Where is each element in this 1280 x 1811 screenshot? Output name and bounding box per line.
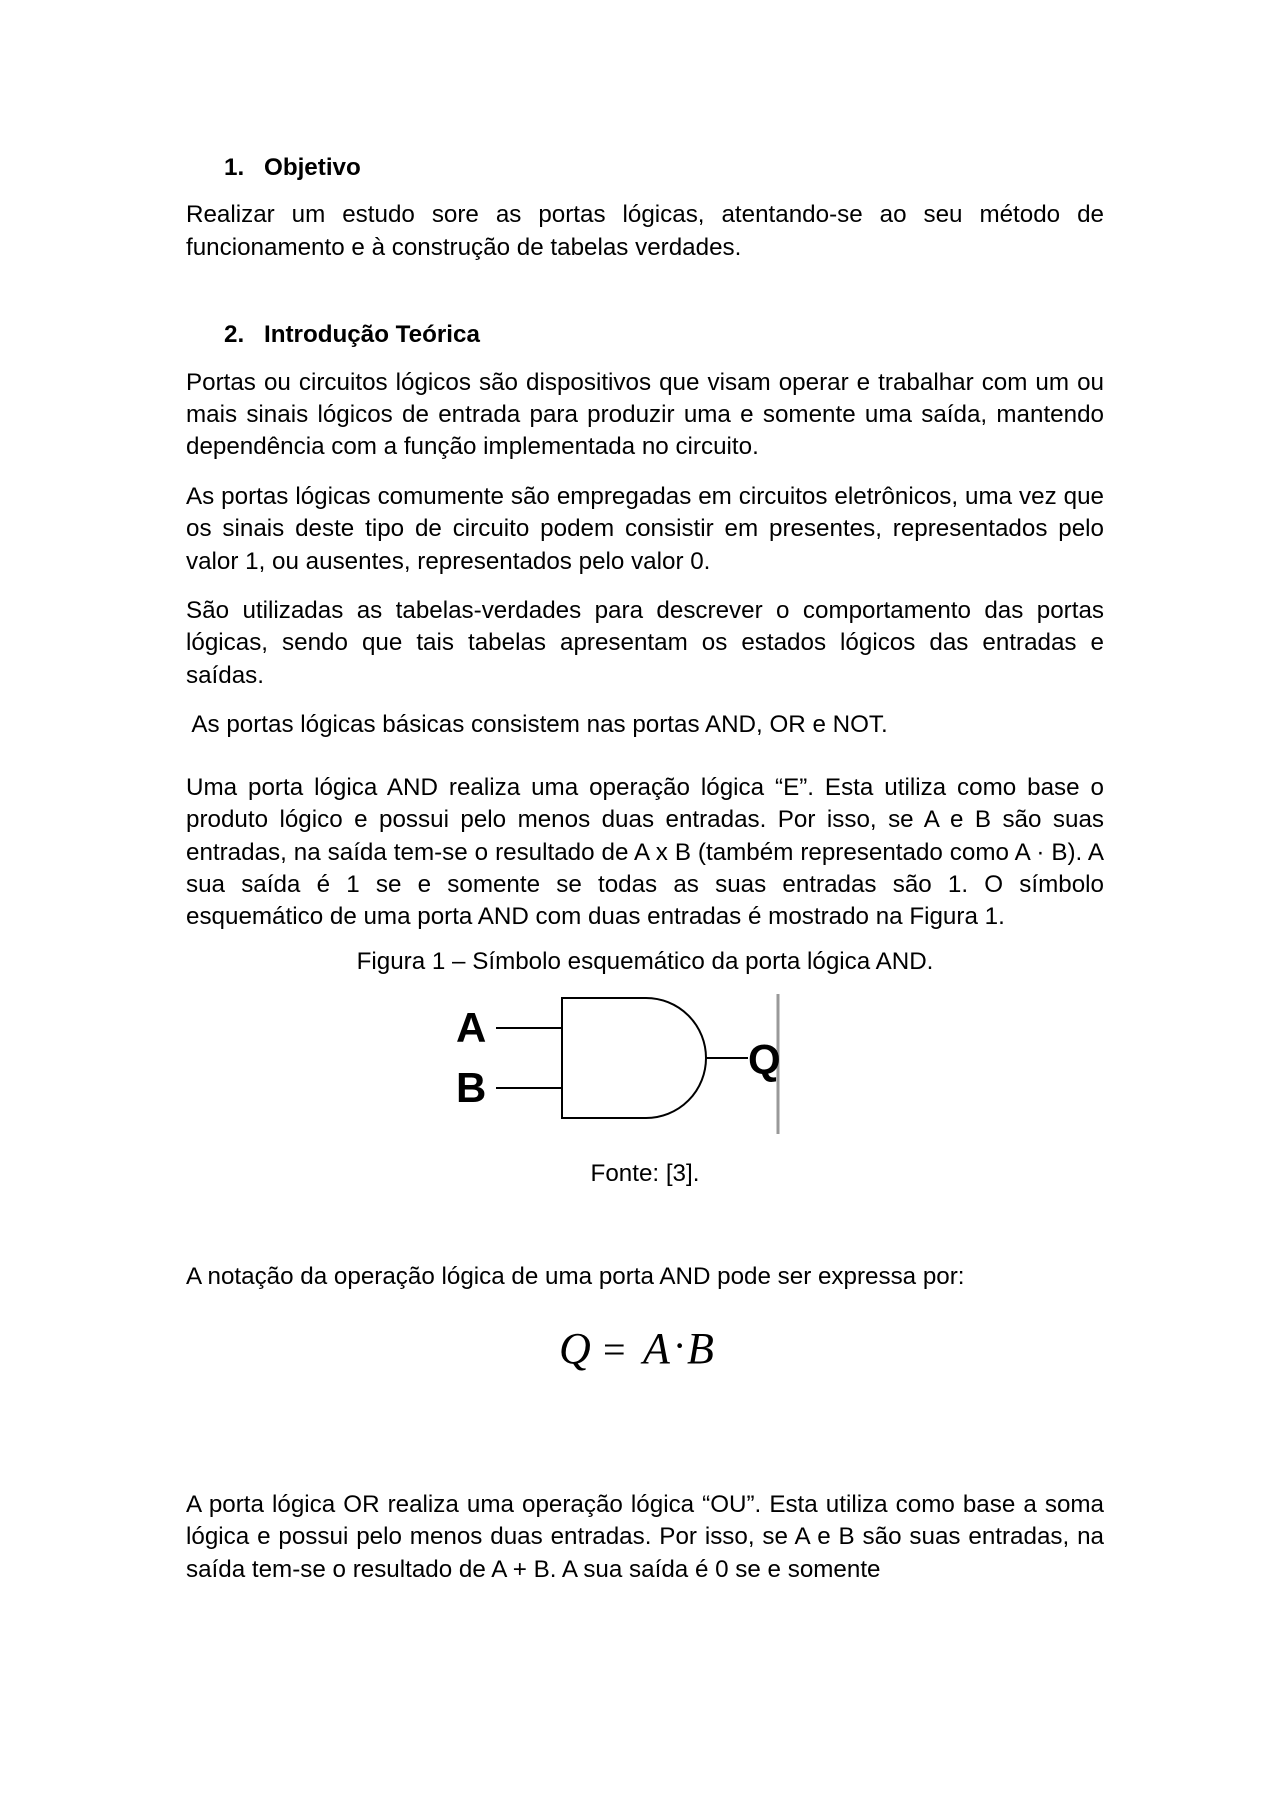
- objective-paragraph: Realizar um estudo sore as portas lógicas, atentando-se ao seu método de funcionamento e à construção de tabelas verdades.: [186, 201, 1104, 261]
- and-gate-diagram: [456, 990, 836, 1150]
- notation-paragraph: A notação da operação lógica de uma porta AND pode ser expressa por:: [186, 1262, 965, 1290]
- page-content: [186, 152, 1104, 1603]
- figure-source: Fonte: [3].: [590, 1160, 700, 1188]
- section-heading-intro: [224, 319, 1104, 351]
- input-a-label: A: [456, 1004, 487, 1052]
- intro-paragraph-2: As portas lógicas comumente são empregadas em circuitos eletrônicos, uma vez que os sinais deste tipo de circuito podem consistir em presentes, representados pelo valor 1, ou ausentes, representados pelo valor 0.: [186, 482, 1104, 575]
- intro-paragraph-4: As portas lógicas básicas consistem nas portas AND, OR e NOT.: [186, 711, 888, 739]
- and-gate-paragraph: Uma porta lógica AND realiza uma operação lógica “E”. Esta utiliza como base o produto lógico e possui pelo menos duas entradas. Por isso, se A e B são suas entradas, na saída tem-se o resultado de A x B (também representado como A · B). A sua saída é 1 se e somente se todas as suas entradas são 1. O símbolo esquemático de uma porta AND com duas entradas é mostrado na Figura 1.: [186, 773, 1104, 931]
- formula-dot: ·: [673, 1322, 687, 1368]
- and-formula: [186, 1319, 1104, 1379]
- section-title: Introdução Teórica: [264, 321, 480, 349]
- figure-caption: Figura 1 – Símbolo esquemático da porta lógica AND.: [356, 947, 934, 975]
- section-number: 2.: [224, 321, 245, 349]
- formula-q: Q: [559, 1323, 591, 1373]
- intro-paragraph-1: Portas ou circuitos lógicos são dispositivos que visam operar e trabalhar com um ou mais sinais lógicos de entrada para produzir uma e somente uma saída, mantendo dependência com a função implementada no circuito.: [186, 368, 1104, 461]
- and-gate-body: [562, 998, 706, 1118]
- section-heading-objective: [224, 152, 1104, 184]
- intro-paragraph-3: São utilizadas as tabelas-verdades para descrever o comportamento das portas lógicas, sendo que tais tabelas apresentam os estados lógicos das entradas e saídas.: [186, 597, 1104, 689]
- and-gate-figure: [186, 990, 1104, 1150]
- section-number: 1.: [224, 154, 245, 181]
- section-title: Objetivo: [264, 154, 361, 181]
- output-q-label: Q: [748, 1036, 781, 1084]
- formula-a: A: [643, 1323, 670, 1373]
- formula-b: B: [687, 1323, 714, 1373]
- formula-graphic: [545, 1319, 745, 1379]
- input-b-label: B: [456, 1064, 487, 1112]
- or-gate-paragraph: A porta lógica OR realiza uma operação lógica “OU”. Esta utiliza como base a soma lógica e possui pelo menos duas entradas. Por isso, se A e B são suas entradas, na saída tem-se o resultado de A + B. A sua saída é 0 se e somente: [186, 1490, 1104, 1583]
- formula-equals: =: [603, 1326, 626, 1372]
